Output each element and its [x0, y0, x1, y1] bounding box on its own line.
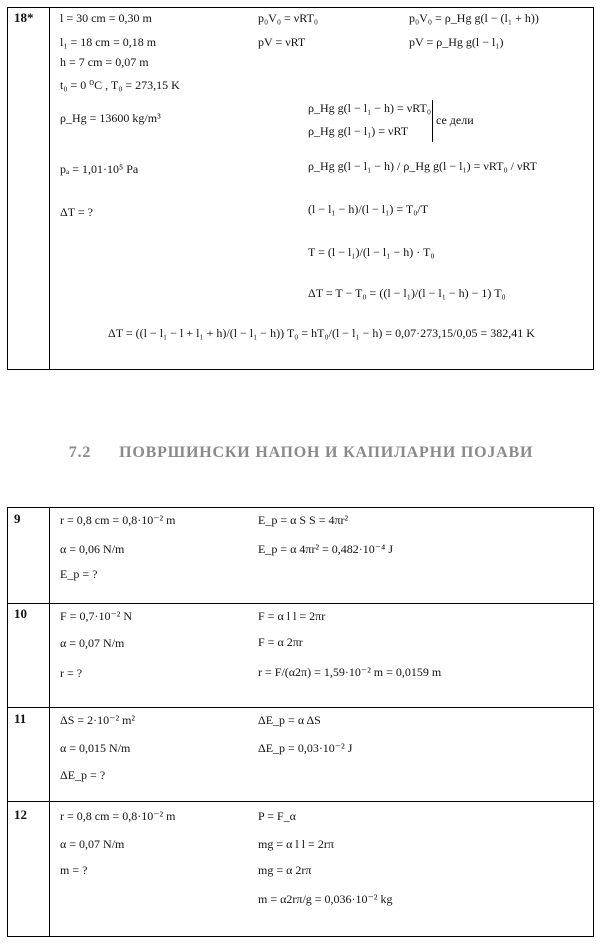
given-density: ρ_Hg = 13600 kg/m³ — [60, 111, 161, 125]
unknown-energy: E_p = ? — [60, 567, 98, 581]
given-area-change: ΔS = 2·10⁻² m² — [60, 713, 136, 727]
system-equation-2: ρ_Hg g(l − l₁) = νRT — [308, 124, 409, 138]
problem-number: 18* — [14, 10, 34, 25]
given-surface-tension: α = 0,06 N/m — [60, 542, 125, 556]
solution-line: r = F/(α2π) = 1,59·10⁻² m = 0,0159 m — [258, 665, 442, 679]
final-result: ΔT = ((l − l₁ − l + l₁ + h)/(l − l₁ − h)) T₀ = hT₀/(l − l₁ − h) = 0,07·273,15/0,05 = 382,41 K — [108, 326, 535, 340]
solution-line: ΔE_p = α ΔS — [258, 713, 321, 727]
delta-t-expression: ΔT = T − T₀ = ((l − l₁)/(l − l₁ − h) − 1) T₀ — [308, 286, 506, 300]
given-surface-tension: α = 0,07 N/m — [60, 837, 125, 851]
given-radius: r = 0,8 cm = 0,8·10⁻² m — [60, 513, 176, 527]
given-length-l1: l₁ = 18 cm = 0,18 m — [60, 35, 157, 49]
ratio-simplified: (l − l₁ − h)/(l − l₁) = T₀/T — [308, 202, 429, 216]
problem-number: 9 — [14, 511, 21, 526]
equation-final-pressure: pV = ρ_Hg g(l − l₁) — [409, 35, 504, 49]
given-length-l: l = 30 cm = 0,30 m — [60, 11, 152, 25]
unknown-delta-t: ΔT = ? — [60, 205, 93, 219]
given-temperature: t₀ = 0 ⁰C , T₀ = 273,15 K — [60, 78, 180, 92]
section-number: 7.2 — [68, 444, 92, 461]
ratio-equation: ρ_Hg g(l − l₁ − h) / ρ_Hg g(l − l₁) = νRT₀ / νRT — [308, 159, 537, 173]
divide-note: се дели — [436, 113, 474, 127]
given-surface-tension: α = 0,015 N/m — [60, 741, 131, 755]
solution-line: E_p = α 4πr² = 0,482·10⁻⁴ J — [258, 542, 393, 556]
equation-final-state: pV = νRT — [258, 35, 306, 49]
given-pressure: pₐ = 1,01·10⁵ Pa — [60, 162, 139, 176]
solution-line: mg = α 2rπ — [258, 863, 312, 877]
system-equation-1: ρ_Hg g(l − l₁ − h) = νRT₀ — [308, 101, 432, 115]
temperature-expression: T = (l − l₁)/(l − l₁ − h) · T₀ — [308, 245, 435, 259]
given-radius: r = 0,8 cm = 0,8·10⁻² m — [60, 809, 176, 823]
section-heading — [0, 444, 602, 462]
given-force: F = 0,7·10⁻² N — [60, 609, 133, 623]
unknown-radius: r = ? — [60, 666, 83, 680]
equation-initial-state: p₀V₀ = νRT₀ — [258, 11, 319, 25]
problem-number: 11 — [14, 711, 27, 726]
solution-line: F = α l l = 2πr — [258, 609, 326, 623]
given-surface-tension: α = 0,07 N/m — [60, 636, 125, 650]
system-brace — [432, 100, 433, 142]
unknown-energy-change: ΔE_p = ? — [60, 768, 106, 782]
unknown-mass: m = ? — [60, 863, 88, 877]
section-title: ПОВРШИНСКИ НАПОН И КАПИЛАРНИ ПОЈАВИ — [119, 444, 534, 461]
problem-number: 10 — [14, 606, 27, 621]
solution-line: mg = α l l = 2rπ — [258, 837, 334, 851]
solution-line: E_p = α S S = 4πr² — [258, 513, 349, 527]
equation-initial-pressure: p₀V₀ = ρ_Hg g(l − (l₁ + h)) — [409, 11, 539, 25]
solution-line: F = α 2πr — [258, 635, 303, 649]
solution-line: P = F_α — [258, 809, 296, 823]
problem-number: 12 — [14, 807, 27, 822]
solution-line: ΔE_p = 0,03·10⁻² J — [258, 741, 353, 755]
solution-line: m = α2rπ/g = 0,036·10⁻² kg — [258, 892, 393, 906]
given-height-h: h = 7 cm = 0,07 m — [60, 55, 149, 69]
